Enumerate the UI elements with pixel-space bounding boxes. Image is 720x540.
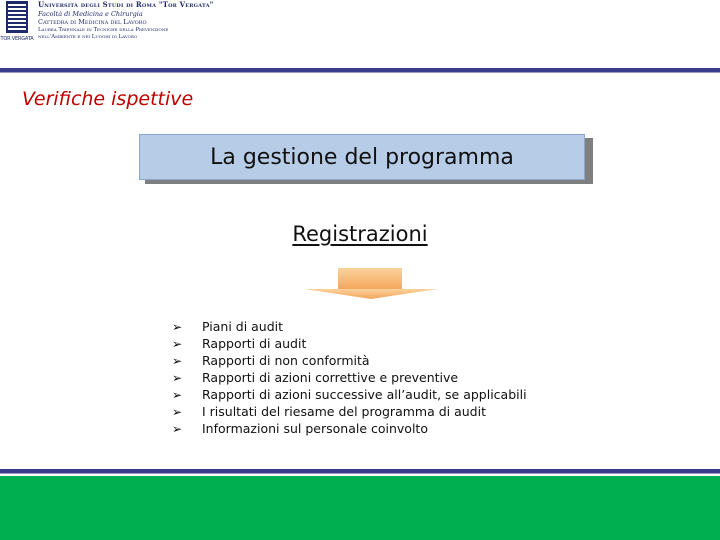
list-item-text: Rapporti di azioni successive all’audit, se applicabili	[202, 387, 527, 402]
arrow-bullet-icon: ➢	[172, 404, 183, 419]
institution-header	[0, 0, 214, 48]
department-name: Cattedra di Medicina del Lavoro	[38, 18, 147, 26]
list-item	[172, 335, 527, 352]
list-item-text: Rapporti di azioni correttive e preventive	[202, 370, 459, 385]
course-line-2: nell'Ambiente e nei Luoghi di Lavoro	[38, 33, 138, 40]
down-arrow-icon	[304, 268, 438, 300]
list-item-text: Piani di audit	[202, 319, 284, 334]
logo-caption: TOR VERGATA	[0, 36, 34, 42]
list-item-text: Rapporti di audit	[202, 336, 307, 351]
arrow-bullet-icon: ➢	[172, 336, 183, 351]
arrow-bullet-icon: ➢	[172, 421, 183, 436]
list-item	[172, 420, 527, 437]
faculty-name: Facoltà di Medicina e Chirurgia	[38, 9, 143, 18]
list-item	[172, 318, 527, 335]
list-item-text: Rapporti di non conformità	[202, 353, 370, 368]
list-item	[172, 386, 527, 403]
registrazioni-list	[172, 318, 527, 437]
section-title: Verifiche ispettive	[22, 88, 194, 110]
course-line-1: Laurea Triennale in Tecniche della Prevenzione	[38, 26, 169, 33]
bottom-divider-shadow	[0, 473, 720, 474]
list-item	[172, 369, 527, 386]
footer-band	[0, 476, 720, 540]
list-item-text: I risultati del riesame del programma di audit	[202, 404, 486, 419]
top-divider-shadow	[0, 72, 720, 73]
subtitle-box	[139, 134, 585, 180]
arrow-bullet-icon: ➢	[172, 353, 183, 368]
arrow-bullet-icon: ➢	[172, 319, 183, 334]
slide-heading: Registrazioni	[292, 222, 428, 246]
arrow-bullet-icon: ➢	[172, 387, 183, 402]
subtitle-text: La gestione del programma	[210, 144, 514, 170]
header-text	[38, 0, 214, 41]
list-item	[172, 403, 527, 420]
arrow-bullet-icon: ➢	[172, 370, 183, 385]
university-name: Università degli Studi di Roma "Tor Vergata"	[38, 0, 214, 9]
list-item	[172, 352, 527, 369]
list-item-text: Informazioni sul personale coinvolto	[202, 421, 428, 436]
